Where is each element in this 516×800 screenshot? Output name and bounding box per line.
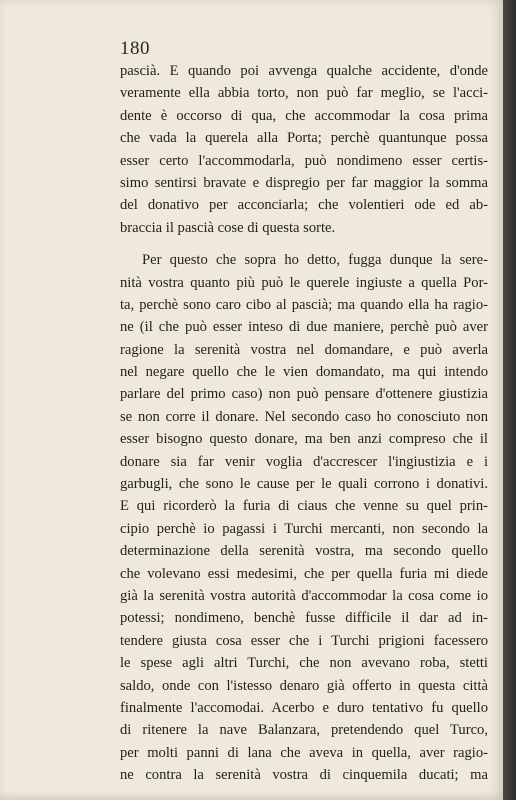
text-line: finalmente l'accomodai. Acerbo e duro tentativo fu quello [120,699,488,716]
text-line: del donativo per acconciarla; che volentieri ode ed ab- [120,197,488,214]
text-line: veramente ella abbia torto, non può far meglio, se l'acci- [120,85,488,102]
text-line: dente è occorso di qua, che accommodar la cosa prima [120,107,488,124]
text-line: braccia il pascià cose di questa sorte. [120,219,336,236]
text-line: determinazione della serenità vostra, ma secondo quello [120,543,488,560]
text-line: già la serenità vostra autorità d'accommodar la cosa come io [120,587,488,604]
text-line: se non corre il donare. Nel secondo caso ho conosciuto non [120,408,488,425]
text-line: simo sentirsi bravate e dispregio per far maggior la somma [120,174,488,191]
text-line: nità vostra quanto più può le querele ingiuste a quella Por- [120,274,488,291]
text-line: ta, perchè sono caro cibo al pascià; ma quando ella ha ragio- [120,296,488,313]
text-line: che vada la querela alla Porta; perchè quantunque possa [120,130,488,147]
page-number: 180 [120,38,150,59]
text-line: esser certo l'accommodarla, può nondimeno esser certis- [120,152,488,169]
paragraph-gap [120,239,488,249]
text-line: ragione la serenità vostra nel domandare, e può averla [120,341,488,358]
text-line: saldo, onde con l'istesso denaro già offerto in questa città [120,677,488,694]
text-line: le spese agli altri Turchi, che non avevano roba, stetti [120,655,488,672]
text-line: parlare del primo caso) non può pensare d'ottenere giustizia [120,386,488,403]
text-line: esser bisogno questo donare, ma ben anzi compreso che il [120,431,488,448]
text-line: Per questo che sopra ho detto, fugga dunque la sere- [142,252,488,269]
paragraph-2 [120,249,488,786]
text-line: potessi; nondimeno, benchè fusse difficile il dar ad in- [120,610,488,627]
text-line: donare sia far venir voglia d'accrescer l'ingiustizia e i [120,453,488,470]
text-line: di ritenere la nave Balanzara, pretendendo quel Turco, [120,722,488,739]
text-line: E qui ricorderò la furia di ciaus che venne su quel prin- [120,498,488,515]
text-line: che volevano essi medesimi, che per quella furia mi diede [120,565,488,582]
text-line: pascià. E quando poi avvenga qualche accidente, d'onde [120,63,488,79]
text-line: nel negare quello che le vien domandato, ma qui intendo [120,364,488,381]
body-text [120,60,488,787]
page-edge-shadow [503,0,516,800]
text-line: garbugli, che sono le cause per le quali corrono i donativi. [120,476,488,493]
paragraph-1 [120,60,488,239]
text-line: ne (il che può esser inteso di due maniere, perchè può aver [120,319,488,336]
text-line: cipio perchè io pagassi i Turchi mercanti, non secondo la [120,520,488,537]
text-line: ne contra la serenità vostra di cinquemila ducati; ma [120,767,488,784]
text-line: per molti panni di lana che aveva in quella, aver ragio- [120,744,488,761]
text-line: tendere giusta cosa esser che i Turchi prigioni facessero [120,632,488,649]
